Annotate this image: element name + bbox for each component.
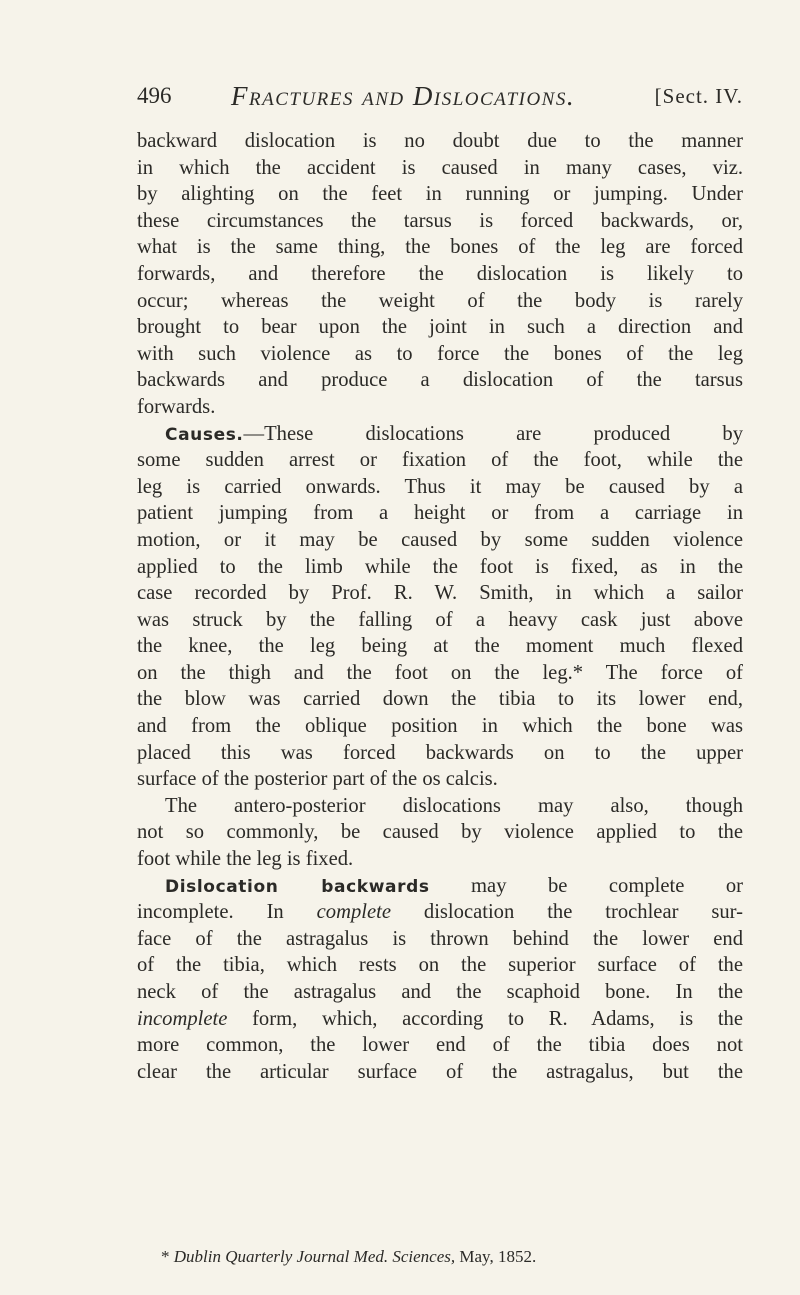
- text-line: face of the astragalus is thrown behind the lower end: [137, 927, 743, 950]
- footnote-marker: *: [161, 1247, 174, 1266]
- running-head: [137, 78, 743, 114]
- text-line: neck of the astragalus and the scaphoid bone. In the: [137, 981, 743, 1003]
- text-line: foot while the leg is fixed.: [137, 848, 354, 871]
- text-line: case recorded by Prof. R. W. Smith, in which a sailor: [137, 582, 743, 605]
- text-line: on the thigh and the foot on the leg.* The force of: [137, 661, 743, 684]
- text-line: The antero-posterior dislocations may also, though: [165, 794, 743, 817]
- text-line: surface of the posterior part of the os calcis.: [137, 768, 498, 791]
- text-line: brought to bear upon the joint in such a direction and: [137, 316, 743, 339]
- text-line: incomplete. In complete dislocation the trochlear sur-: [137, 901, 743, 924]
- body-text: [137, 128, 743, 1258]
- text-line: Causes.—These dislocations are produced by: [165, 422, 743, 445]
- running-title: Fractures and Dislocations.: [231, 81, 576, 111]
- text-line: applied to the limb while the foot is fixed, as in the: [137, 555, 743, 578]
- dislocation-backwards-heading: Dislocation backwards: [165, 876, 430, 897]
- footnote: [161, 1245, 536, 1269]
- text-line: backwards and produce a dislocation of the tarsus: [137, 369, 743, 392]
- text-line: the knee, the leg being at the moment much flexed: [137, 635, 743, 658]
- text-line: occur; whereas the weight of the body is rarely: [137, 289, 743, 312]
- text-line: motion, or it may be caused by some sudden violence: [137, 528, 743, 551]
- text-line: what is the same thing, the bones of the leg are forced: [137, 236, 743, 259]
- causes-heading: Causes.: [165, 424, 244, 445]
- text-line: with such violence as to force the bones of the leg: [137, 342, 743, 365]
- text-line: by alighting on the feet in running or jumping. Under: [137, 183, 743, 206]
- section-label: [Sect. IV.: [654, 84, 743, 108]
- text-line: placed this was forced backwards on to the upper: [137, 741, 743, 764]
- text-line: forwards, and therefore the dislocation is likely to: [137, 262, 743, 285]
- text-line: of the tibia, which rests on the superior surface of the: [137, 954, 743, 977]
- text-line: Dislocation backwards may be complete or: [165, 874, 743, 897]
- text-line: some sudden arrest or fixation of the foot, while the: [137, 449, 743, 472]
- text-line: not so commonly, be caused by violence applied to the: [137, 821, 743, 844]
- text-line: patient jumping from a height or from a carriage in: [137, 502, 743, 525]
- footnote-journal: Dublin Quarterly Journal Med. Sciences,: [173, 1247, 456, 1266]
- text-line: these circumstances the tarsus is forced backwards, or,: [137, 209, 743, 232]
- text-line: more common, the lower end of the tibia does not: [137, 1034, 743, 1057]
- text-line: backward dislocation is no doubt due to the manner: [137, 130, 743, 152]
- text-line: clear the articular surface of the astragalus, but the: [137, 1060, 743, 1083]
- footnote-date: May, 1852.: [455, 1247, 537, 1266]
- page-number: 496: [137, 83, 172, 108]
- text-line: forwards.: [137, 395, 216, 418]
- text-line: the blow was carried down the tibia to its lower end,: [137, 688, 743, 711]
- text-line: leg is carried onwards. Thus it may be caused by a: [137, 475, 743, 498]
- text-line: and from the oblique position in which the bone was: [137, 715, 743, 738]
- text-line: was struck by the falling of a heavy cask just above: [137, 608, 743, 631]
- text-line: incomplete form, which, according to R. Adams, is the: [137, 1007, 743, 1030]
- text-line: in which the accident is caused in many cases, viz.: [137, 156, 743, 179]
